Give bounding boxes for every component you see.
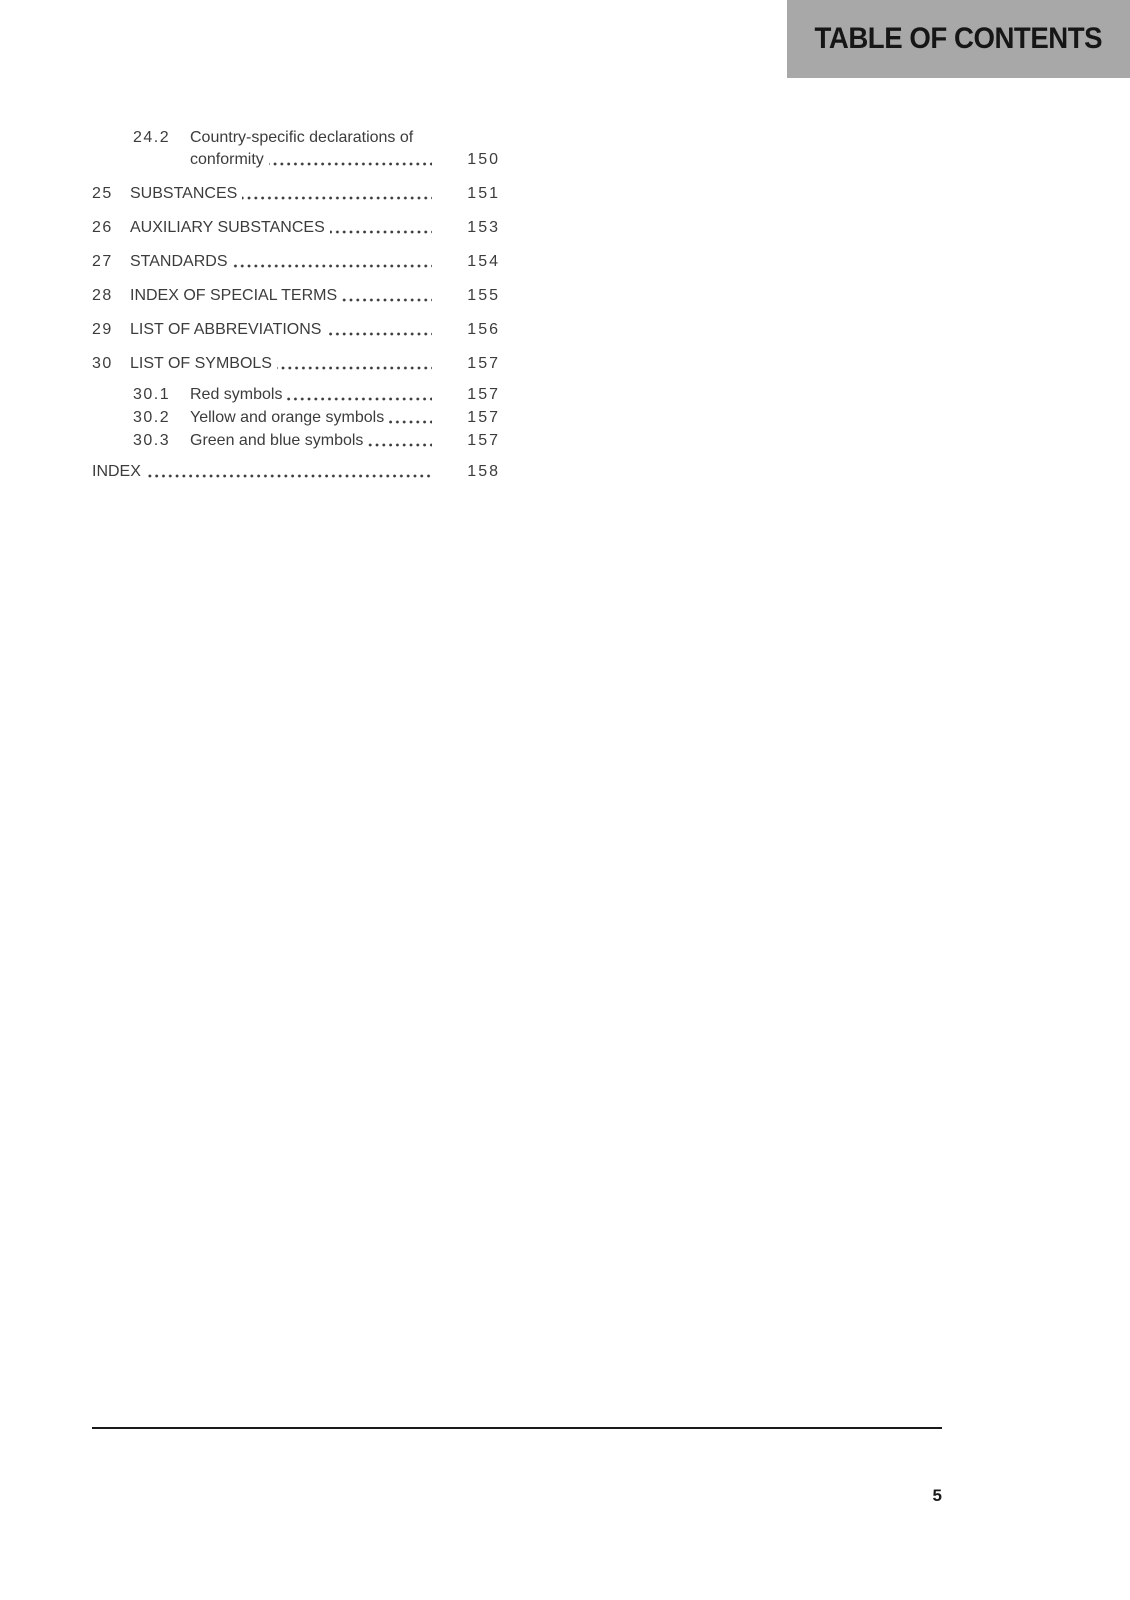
toc-entry-number: 24.2 bbox=[133, 129, 171, 146]
page-title: TABLE OF CONTENTS bbox=[814, 22, 1103, 55]
toc-entry bbox=[92, 251, 500, 273]
toc-entry-label: AUXILIARY SUBSTANCES bbox=[130, 219, 330, 236]
toc-entry-page: 154 bbox=[463, 251, 500, 273]
toc-entry-page: 158 bbox=[463, 461, 500, 483]
toc-entry-page: 151 bbox=[463, 183, 500, 205]
toc-entry bbox=[92, 384, 500, 406]
toc-entry-leader bbox=[130, 183, 432, 205]
toc-entry-number: 30 bbox=[92, 355, 113, 372]
toc-entry-label: LIST OF SYMBOLS bbox=[130, 355, 277, 372]
toc-entry bbox=[92, 319, 500, 341]
toc-entry bbox=[92, 353, 500, 375]
toc-entry-leader bbox=[92, 461, 432, 483]
toc-entry-page: 153 bbox=[463, 217, 500, 239]
toc-entry-page: 150 bbox=[463, 149, 500, 171]
toc-entry-number: 27 bbox=[92, 253, 113, 270]
toc-entry-label: LIST OF ABBREVIATIONS bbox=[130, 321, 326, 338]
toc-entry bbox=[92, 407, 500, 429]
toc-entry-leader bbox=[190, 127, 432, 171]
header-banner bbox=[787, 0, 1130, 78]
toc-entry-leader bbox=[130, 217, 432, 239]
toc-entry-label: Green and blue symbols bbox=[190, 432, 368, 449]
toc-entry-page: 157 bbox=[463, 353, 500, 375]
table-of-contents bbox=[92, 127, 500, 483]
toc-entry-label: SUBSTANCES bbox=[130, 185, 242, 202]
toc-entry bbox=[92, 430, 500, 452]
toc-entry-number: 26 bbox=[92, 219, 113, 236]
toc-entry-number: 30.1 bbox=[133, 386, 171, 403]
toc-entry-number: 30.2 bbox=[133, 409, 171, 426]
footer-rule bbox=[92, 1427, 942, 1429]
toc-entry-label: Red symbols bbox=[190, 386, 287, 403]
toc-entry-label: INDEX OF SPECIAL TERMS bbox=[130, 287, 342, 304]
toc-entry-number: 28 bbox=[92, 287, 113, 304]
toc-entry bbox=[92, 127, 500, 171]
toc-entry-label: Yellow and orange symbols bbox=[190, 409, 389, 426]
toc-entry bbox=[92, 183, 500, 205]
toc-entry bbox=[92, 217, 500, 239]
toc-entry-page: 155 bbox=[463, 285, 500, 307]
toc-entry-page: 157 bbox=[463, 407, 500, 429]
toc-entry-number: 25 bbox=[92, 185, 113, 202]
toc-entry-leader bbox=[190, 430, 432, 452]
toc-entry bbox=[92, 461, 500, 483]
toc-entry-leader bbox=[190, 407, 432, 429]
toc-entry-page: 157 bbox=[463, 384, 500, 406]
toc-entry-leader bbox=[190, 384, 432, 406]
footer-page-number: 5 bbox=[932, 1486, 942, 1505]
toc-entry-number: 29 bbox=[92, 321, 113, 338]
toc-entry-page: 156 bbox=[463, 319, 500, 341]
toc-entry bbox=[92, 285, 500, 307]
toc-entry-leader bbox=[130, 353, 432, 375]
toc-entry-leader bbox=[130, 251, 432, 273]
toc-entry-leader bbox=[130, 285, 432, 307]
toc-entry-label: INDEX bbox=[92, 463, 146, 480]
toc-entry-label: STANDARDS bbox=[130, 253, 233, 270]
toc-entry-number: 30.3 bbox=[133, 432, 171, 449]
toc-entry-page: 157 bbox=[463, 430, 500, 452]
toc-entry-label: Country-specific declarations of conformity bbox=[190, 129, 414, 168]
toc-entry-leader bbox=[130, 319, 432, 341]
